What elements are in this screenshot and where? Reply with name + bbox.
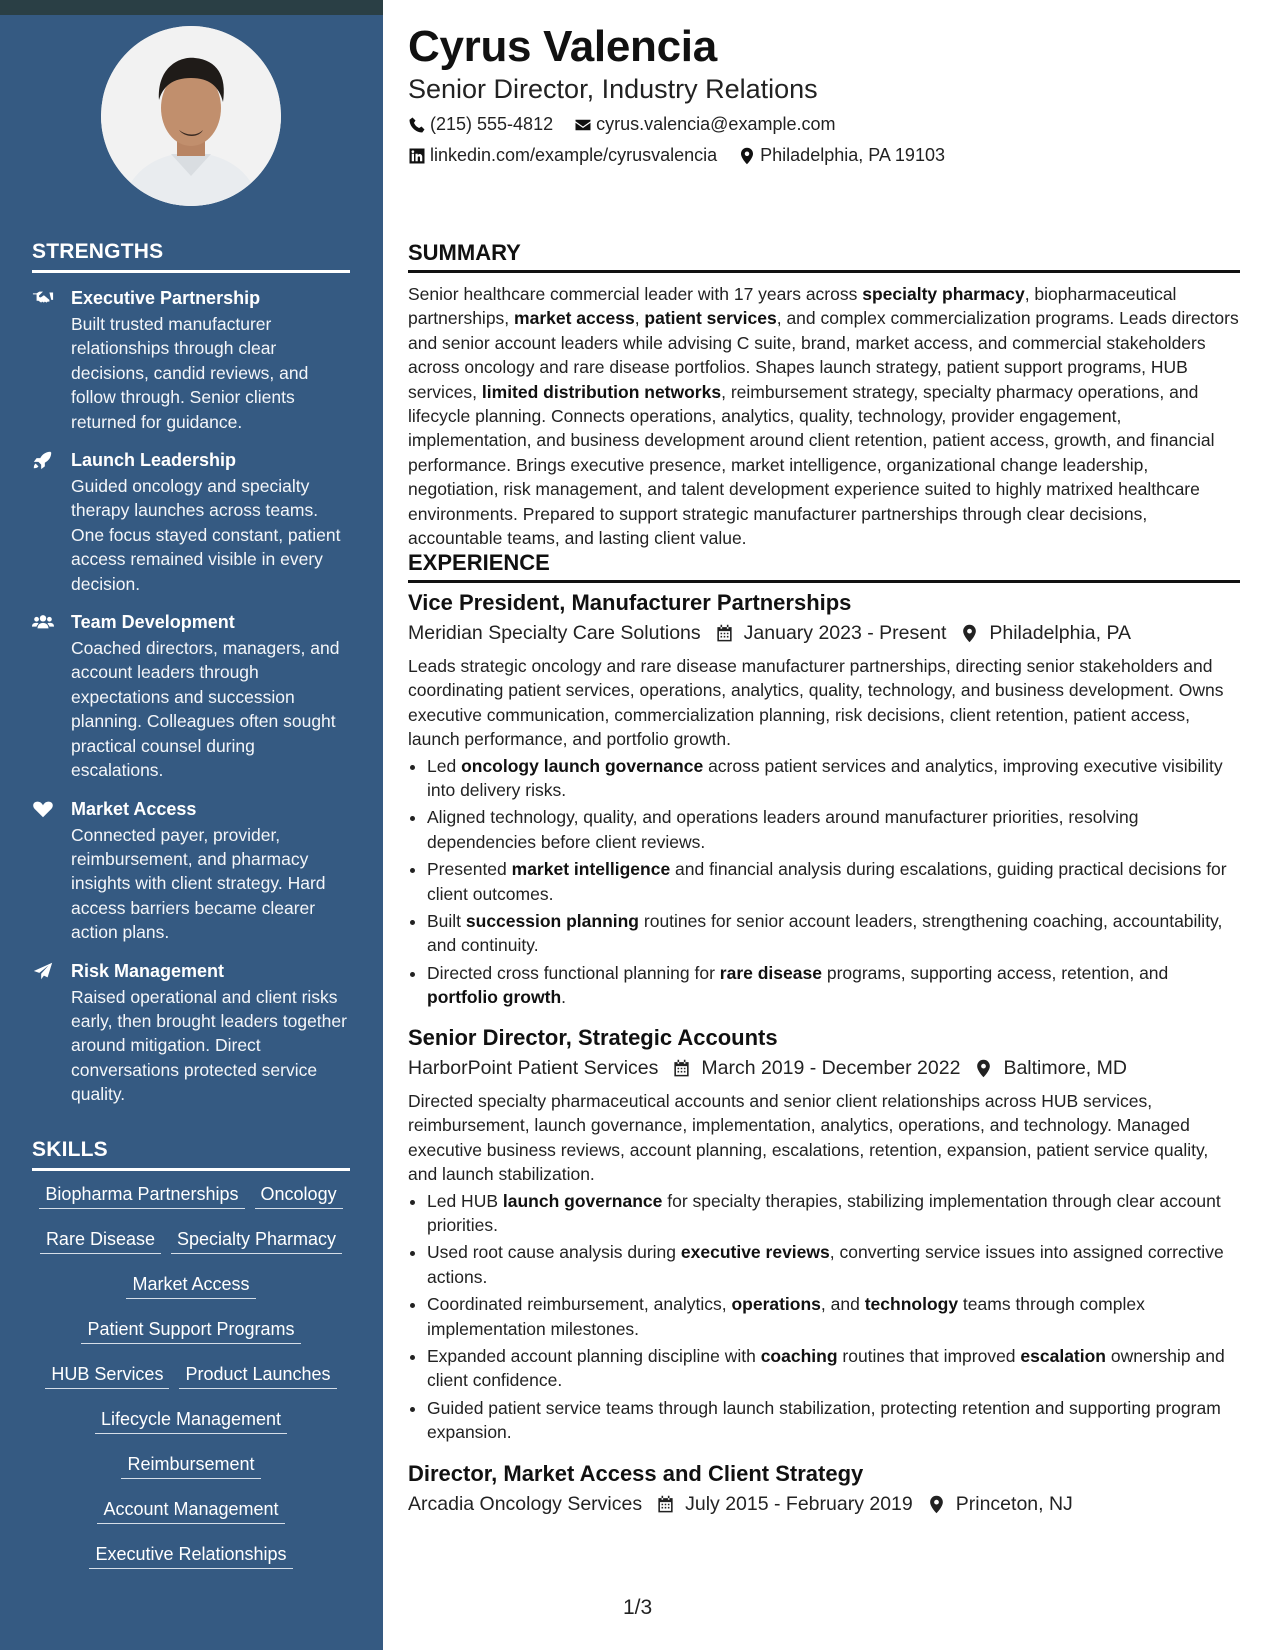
company-name: Meridian Specialty Care Solutions bbox=[408, 622, 701, 644]
emphasis-text: limited distribution networks bbox=[481, 381, 722, 402]
text-run: and financial analysis during escalations, guiding practical decisions for client outcomes. bbox=[427, 859, 1227, 904]
experience-heading: EXPERIENCE bbox=[408, 550, 1240, 583]
linkedin-url: linkedin.com/example/cyrusvalencia bbox=[430, 145, 718, 165]
sidebar-top-bar bbox=[0, 0, 383, 15]
strength-item bbox=[32, 449, 352, 596]
text-run: Guided patient service teams through launch stabilization, protecting retention and supporting program expansion. bbox=[427, 1397, 1221, 1443]
sidebar bbox=[0, 0, 383, 1650]
users-icon bbox=[32, 612, 56, 632]
bullet-item bbox=[427, 1396, 1240, 1445]
text-run: Presented bbox=[427, 859, 512, 880]
text-run: Expanded account planning discipline with bbox=[427, 1346, 761, 1367]
phone-number: (215) 555-4812 bbox=[430, 114, 554, 134]
emphasis-text: portfolio growth bbox=[427, 987, 562, 1008]
job-description: Leads strategic oncology and rare disease manufacturer partnerships, directing senior stakeholders and coordinating patient services, operations, analytics, quality, technology, and business development. Owns executive communication, commercialization planning, risk decisions, client retention, patient access, launch performance, and portfolio growth. bbox=[408, 656, 1224, 750]
text-run: , and bbox=[820, 1294, 865, 1315]
bullet-item bbox=[427, 857, 1240, 906]
skill-tag: Biopharma Partnerships bbox=[39, 1183, 244, 1209]
job-dates: January 2023 - Present bbox=[743, 622, 947, 644]
skill-tag: Specialty Pharmacy bbox=[171, 1228, 342, 1254]
strengths-list bbox=[32, 287, 352, 1122]
skill-tag: Market Access bbox=[126, 1273, 255, 1299]
emphasis-text: operations bbox=[731, 1294, 821, 1315]
skill-tag: Oncology bbox=[255, 1183, 343, 1209]
text-run: . bbox=[561, 987, 567, 1008]
paper-plane-icon bbox=[32, 961, 56, 981]
strength-description: Guided oncology and specialty therapy launches across teams. One focus stayed constant, patient access remained visible in every decision. bbox=[71, 476, 341, 594]
job-dates: March 2019 - December 2022 bbox=[701, 1057, 961, 1079]
job-title: Senior Director, Strategic Accounts bbox=[408, 1025, 778, 1050]
location-pin-icon bbox=[974, 1059, 993, 1078]
strength-item bbox=[32, 611, 352, 782]
contact-row bbox=[408, 114, 851, 139]
text-run: routines for senior account leaders, strengthening coaching, accountability, and continuity. bbox=[427, 911, 1223, 956]
handshake-icon bbox=[32, 288, 56, 308]
job-description: Directed specialty pharmaceutical accounts and senior client relationships across HUB services, reimbursement, launch governance, implementation, analytics, operations, and technology. Managed executive business reviews, account planning, escalations, retention, expansion, patient service quality, and launch stabilization. bbox=[408, 1091, 1209, 1185]
job-title: Director, Market Access and Client Strategy bbox=[408, 1461, 864, 1486]
emphasis-text: oncology launch governance bbox=[461, 755, 704, 776]
page-number: 1/3 bbox=[623, 1596, 653, 1619]
envelope-icon bbox=[574, 116, 592, 134]
emphasis-text: specialty pharmacy bbox=[862, 284, 1025, 304]
email-address: cyrus.valencia@example.com bbox=[596, 114, 836, 134]
bullet-item bbox=[427, 1344, 1240, 1393]
heart-icon bbox=[32, 799, 56, 819]
text-run: Directed cross functional planning for bbox=[427, 962, 720, 983]
job-meta bbox=[408, 1491, 1240, 1517]
skills-list bbox=[32, 1183, 350, 1588]
location-pin-icon bbox=[738, 147, 756, 165]
contact-row bbox=[408, 145, 961, 170]
text-run: , and complex commercialization programs. Leads directors and senior account leaders while advising C suite, brand, market access, and commercial stakeholders across oncology and rare disease portfolios. Shapes launch strategy, patient support programs, HUB services, bbox=[408, 308, 1239, 402]
strength-description: Raised operational and client risks early, then brought leaders together around mitigation. Direct conversations protected service quality. bbox=[71, 986, 347, 1105]
strength-title: Market Access bbox=[71, 798, 197, 819]
calendar-icon bbox=[672, 1059, 691, 1078]
job-entry bbox=[408, 1024, 1240, 1448]
location-text: Philadelphia, PA 19103 bbox=[760, 145, 945, 165]
linkedin-contact[interactable] bbox=[408, 145, 717, 166]
text-run: , biopharmaceutical partnerships, bbox=[408, 284, 1177, 329]
strength-item bbox=[32, 287, 352, 434]
strength-item bbox=[32, 798, 352, 945]
skill-tag: Product Launches bbox=[179, 1363, 336, 1389]
text-run: Led HUB bbox=[427, 1190, 503, 1211]
text-run: Used root cause analysis during bbox=[427, 1242, 681, 1263]
emphasis-text: rare disease bbox=[719, 962, 822, 983]
location-pin-icon bbox=[960, 624, 979, 643]
skill-tag: Rare Disease bbox=[40, 1228, 161, 1254]
text-run: routines that improved bbox=[837, 1346, 1021, 1367]
rocket-icon bbox=[32, 450, 56, 470]
phone-contact[interactable] bbox=[408, 114, 553, 135]
strength-description: Coached directors, managers, and account leaders through expectations and succession planning. Colleagues often sought practical counsel during escalations. bbox=[71, 638, 340, 781]
emphasis-text: succession planning bbox=[465, 911, 640, 932]
skill-tag: Lifecycle Management bbox=[95, 1408, 287, 1434]
job-title: Vice President, Manufacturer Partnerships bbox=[408, 590, 852, 615]
text-run: across patient services and analytics, improving executive visibility into delivery risks. bbox=[427, 755, 1223, 801]
profile-photo bbox=[101, 26, 281, 206]
bullet-item bbox=[427, 1240, 1240, 1289]
strength-title: Risk Management bbox=[71, 960, 225, 981]
bullet-item bbox=[427, 754, 1240, 803]
text-run: Coordinated reimbursement, analytics, bbox=[427, 1294, 732, 1315]
emphasis-text: technology bbox=[864, 1294, 959, 1315]
job-dates: July 2015 - February 2019 bbox=[685, 1493, 913, 1515]
bullet-item bbox=[427, 1189, 1240, 1238]
bullet-item bbox=[427, 805, 1240, 854]
job-location: Baltimore, MD bbox=[1003, 1057, 1127, 1079]
text-run: , converting service issues into assigned corrective actions. bbox=[427, 1242, 1224, 1287]
text-run: Built bbox=[427, 911, 466, 932]
emphasis-text: patient services bbox=[644, 308, 777, 329]
location-pin-icon bbox=[927, 1495, 946, 1514]
skill-tag: Reimbursement bbox=[121, 1453, 260, 1479]
calendar-icon bbox=[715, 624, 734, 643]
text-run: Led bbox=[427, 755, 462, 776]
emphasis-text: executive reviews bbox=[680, 1242, 830, 1263]
job-entry bbox=[408, 589, 1240, 1013]
skill-tag: Account Management bbox=[97, 1498, 284, 1524]
candidate-title: Senior Director, Industry Relations bbox=[408, 74, 818, 104]
text-run: Aligned technology, quality, and operations leaders around manufacturer priorities, resolving dependencies before client reviews. bbox=[427, 807, 1139, 852]
skill-tag: Executive Relationships bbox=[89, 1543, 292, 1569]
text-run: , reimbursement strategy, specialty pharmacy operations, and lifecycle planning. Connects operations, analytics, quality, technology, provider engagement, implementation, and business development around client retention, patient access, growth, and financial performance. Brings executive presence, market intelligence, organizational change leadership, negotiation, risk management, and talent development experience suited to highly matrixed healthcare environments. Prepared to support strategic manufacturer partnerships through clear decisions, accountable teams, and lasting client value. bbox=[408, 381, 1215, 549]
location-contact bbox=[738, 145, 945, 166]
strength-description: Built trusted manufacturer relationships through clear decisions, candid reviews, and follow through. Senior clients returned for guidance. bbox=[71, 314, 309, 432]
emphasis-text: market intelligence bbox=[511, 859, 671, 880]
email-contact[interactable] bbox=[574, 114, 835, 135]
strength-description: Connected payer, provider, reimbursement, and pharmacy insights with client strategy. Hard access barriers became clearer action plans. bbox=[71, 824, 326, 943]
company-name: Arcadia Oncology Services bbox=[408, 1493, 643, 1515]
text-run: for specialty therapies, stabilizing implementation through clear account priorities. bbox=[427, 1190, 1221, 1236]
strength-title: Team Development bbox=[71, 612, 235, 633]
text-run: ownership and client confidence. bbox=[427, 1346, 1225, 1391]
phone-icon bbox=[408, 116, 426, 134]
emphasis-text: coaching bbox=[760, 1346, 838, 1367]
linkedin-icon bbox=[408, 147, 426, 165]
text-run: , bbox=[634, 308, 645, 329]
job-bullets bbox=[408, 1189, 1240, 1445]
job-location: Princeton, NJ bbox=[955, 1493, 1073, 1515]
company-name: HarborPoint Patient Services bbox=[408, 1057, 659, 1079]
emphasis-text: market access bbox=[514, 308, 635, 329]
skill-tag: HUB Services bbox=[45, 1363, 169, 1389]
bullet-item bbox=[427, 961, 1240, 1010]
job-entry bbox=[408, 1460, 1240, 1517]
strength-title: Executive Partnership bbox=[71, 288, 261, 308]
emphasis-text: escalation bbox=[1020, 1346, 1107, 1367]
calendar-icon bbox=[656, 1495, 675, 1514]
job-bullets bbox=[408, 754, 1240, 1010]
bullet-item bbox=[427, 1292, 1240, 1341]
job-location: Philadelphia, PA bbox=[989, 622, 1132, 644]
bullet-item bbox=[427, 909, 1240, 958]
strength-title: Launch Leadership bbox=[71, 450, 237, 471]
summary-text bbox=[408, 282, 1240, 550]
skills-heading: SKILLS bbox=[32, 1138, 350, 1171]
strengths-heading: STRENGTHS bbox=[32, 240, 350, 273]
text-run: programs, supporting access, retention, and bbox=[821, 962, 1169, 983]
candidate-name: Cyrus Valencia bbox=[408, 22, 717, 71]
avatar bbox=[101, 26, 281, 206]
summary-heading: SUMMARY bbox=[408, 240, 1240, 273]
text-run: teams through complex implementation milestones. bbox=[427, 1294, 1145, 1339]
job-meta bbox=[408, 1055, 1240, 1081]
skill-tag: Patient Support Programs bbox=[81, 1318, 300, 1344]
text-run: Senior healthcare commercial leader with 17 years across bbox=[408, 284, 863, 304]
strength-item bbox=[32, 960, 352, 1107]
emphasis-text: launch governance bbox=[502, 1190, 663, 1211]
job-meta bbox=[408, 620, 1240, 646]
